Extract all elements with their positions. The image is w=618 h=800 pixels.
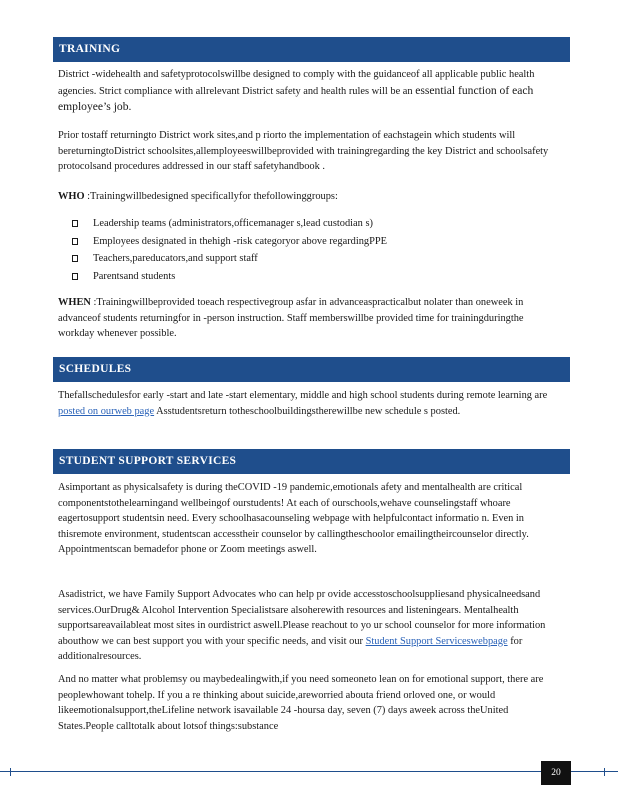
student-support-paragraph-1: Asimportant as physicalsafety is during theCOVID -19 pandemic,emotionals afety and mentalhealth are critical componentstothelearningand wellbeingof ourstudents! At each of ourschools,wehave counselingstaff whoare eagertosupport studentsin need. Every schoolhasacounseling webpage with helpfulcontact informatio n. Even in thisremote environment, studentscan accesstheir counselor by callingtheschoolor emailingtheircounselor directly. Appointmentscan bemadefor phone or Zoom meetings aswell. [58,482,529,555]
training-header: TRAINING [53,37,570,62]
schedules-header: SCHEDULES [53,357,570,382]
checkbox-bullet-icon [72,238,78,245]
footer-tick-right [604,768,605,776]
student-support-header: STUDENT SUPPORT SERVICES [53,449,570,474]
list-item: Parentsand students [72,268,542,286]
footer-divider [0,771,618,772]
training-paragraph-1 [58,67,552,116]
student-support-paragraph-3: And no matter what problemsy ou maybedealingwith,if you need someoneto lean on for emotional support, there are peoplewhowant tohelp. If you a re thinking about suicide,areworried abouta friend orloved one, or would likeemotionalsupport,theLifeline network isavailable 24 -hoursa day, seven (7) days aweek across theUnited States.People calltotalk about lotsof things:substance [58,674,544,732]
training-paragraph-2: Prior tostaff returningto District work sites,and p riorto the implementation of eachstagein which students will bereturningtoDistrict schoolsites,allemployeeswillbeprovided with trainingregarding the key District and schoolsafety protocolsand procedures addressed in our staff safetyhandbook . [58,130,549,172]
when-text: :Trainingwillbeprovided toeach respectivegroup asfar in advanceaspracticalbut nolater than oneweek in advanceof students returningfor in -person instruction. Staff memberswillbe provided time for trainingduringthe workday whenever possible. [58,297,524,339]
training-who [58,189,552,205]
checkbox-bullet-icon [72,255,78,262]
student-support-services-link[interactable]: Student Support Serviceswebpage [365,635,508,647]
training-groups-list [72,215,542,285]
schedules-paragraph: Thefallschedulesfor early -start and late -start elementary, middle and high school students during remote learning are posted on ourweb page Asstudentsreturn totheschoolbuildingstherewillbe new schedule s posted. [58,390,548,417]
page-number: 20 [541,761,571,785]
training-when [58,295,552,342]
footer-tick-left [10,768,11,776]
checkbox-bullet-icon [72,273,78,280]
list-item: Teachers,pareducators,and support staff [72,250,542,268]
training-p1-emphasis: essential function of each employee’s job. [58,83,534,113]
list-item: Leadership teams (administrators,officemanager s,lead custodian s) [72,215,542,233]
list-item: Employees designated in thehigh -risk categoryor above regardingPPE [72,233,542,251]
training-p1-text: District -widehealth and safetyprotocolswillbe designed to comply with the guidanceof all applicable public health agencies. Strict compliance with allrelevant District safety and health rules will be an [58,69,535,97]
when-label: WHEN [58,297,91,308]
web-page-link[interactable]: posted on ourweb page [58,405,155,417]
who-text: :Trainingwillbedesigned specificallyfor thefollowinggroups: [84,191,338,202]
checkbox-bullet-icon [72,220,78,227]
who-label: WHO [58,191,85,202]
student-support-paragraph-2: Asadistrict, we have Family Support Advocates who can help pr ovide accesstoschoolsuppliesand physicalneedsand services.OurDrug& Alcohol Intervention Specialistsare alsoherewith resources and listeningears. Mentalhealth supportsareavailableat most sites in ourdistrict aswell.Please reachout to yo ur school counselor for more information abouthow we can best support you with your specific needs, and visit our Student Support Serviceswebpage for additionalresources. [58,589,546,662]
